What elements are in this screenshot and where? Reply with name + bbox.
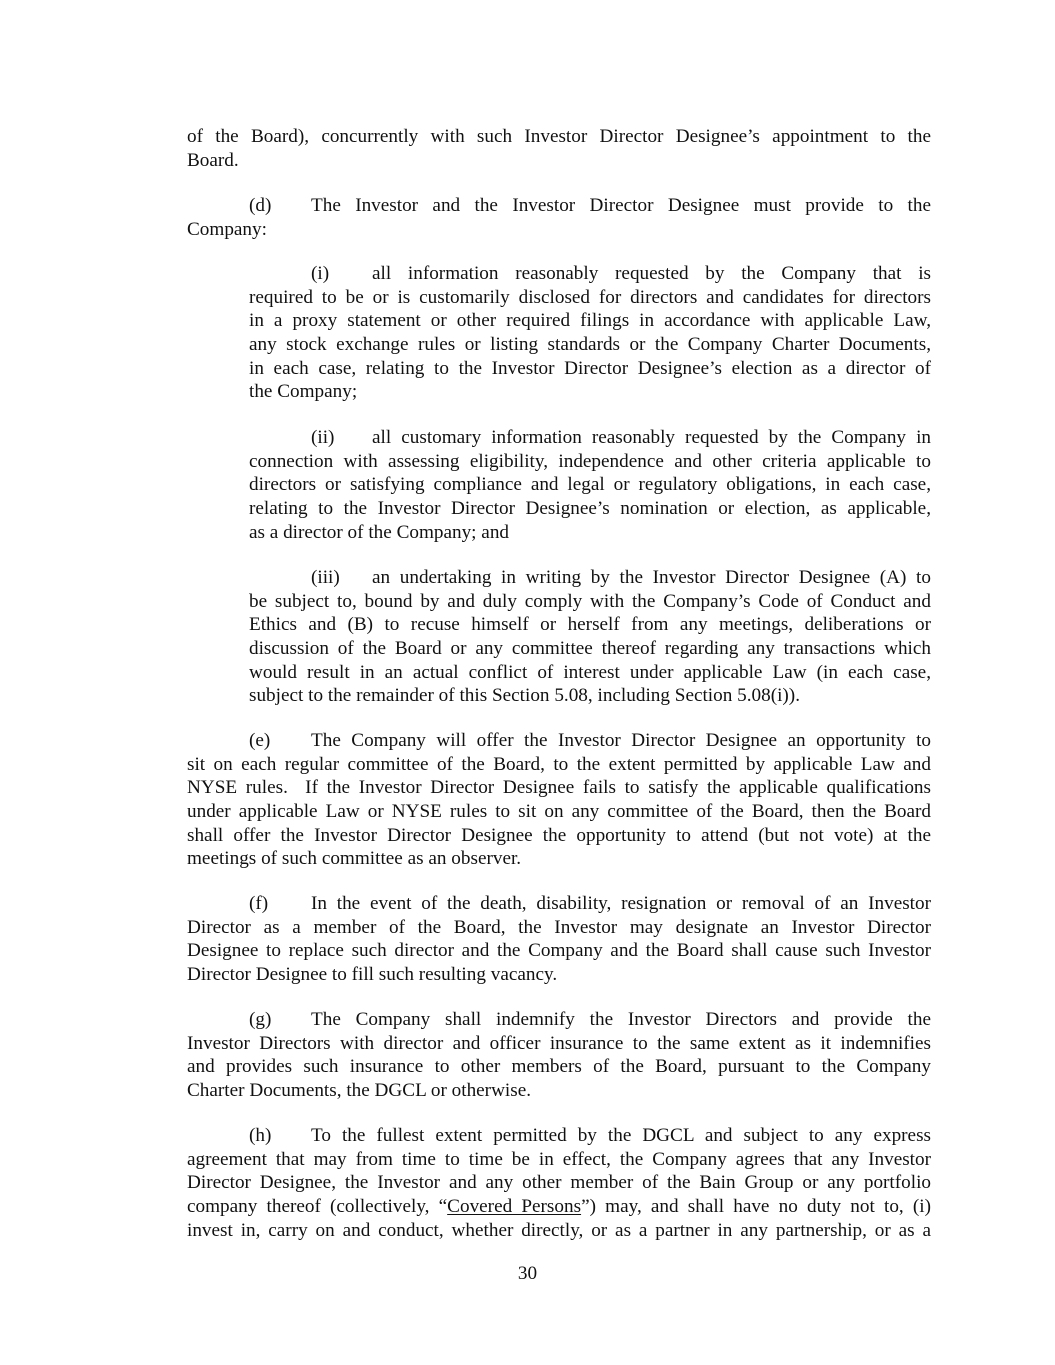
paragraph-line: The Company shall indemnify the Investor Directors and provide the: [311, 1009, 931, 1030]
paragraph-h: [187, 1124, 931, 1242]
paragraph-first-line: [249, 262, 931, 286]
section-label: (d): [249, 195, 272, 216]
paragraph-line: and provides such insurance to other members of the Board, pursuant to the Company: [187, 1056, 931, 1078]
paragraph-line: connection with assessing eligibility, independence and other criteria applicable to: [249, 450, 931, 472]
paragraph-line: all information reasonably requested by the Company that is: [372, 263, 931, 284]
paragraph-first-line: [187, 1008, 931, 1032]
paragraph-line: Designee to replace such director and the Company and the Board shall cause such Investor: [187, 940, 931, 962]
paragraph-line: [187, 1195, 931, 1219]
paragraph-line: in each case, relating to the Investor Director Designee’s election as a director of: [249, 357, 931, 379]
paragraph-d-i: [249, 262, 931, 404]
paragraph-f: [187, 892, 931, 987]
paragraph-line: agreement that may from time to time be in effect, the Company agrees that any Investor: [187, 1148, 931, 1170]
paragraph-line: in a proxy statement or other required filings in accordance with applicable Law,: [249, 310, 931, 332]
paragraph-line: Ethics and (B) to recuse himself or herself from any meetings, deliberations or: [249, 614, 931, 636]
paragraph-line: To the fullest extent permitted by the DGCL and subject to any express: [311, 1125, 931, 1146]
paragraph-d: [187, 194, 931, 241]
paragraph-first-line: [249, 426, 931, 450]
paragraph-line: Company:: [187, 218, 267, 240]
paragraph-line: sit on each regular committee of the Board, to the extent permitted by applicable Law and: [187, 753, 931, 775]
paragraph-line: Charter Documents, the DGCL or otherwise.: [187, 1080, 532, 1102]
section-label: (iii): [311, 567, 340, 588]
section-label: (g): [249, 1009, 272, 1030]
paragraph-line: as a director of the Company; and: [249, 521, 510, 543]
text-segment: ”) may, and shall have no duty not to, (i): [581, 1196, 931, 1218]
paragraph-first-line: [249, 566, 931, 590]
paragraph-continuation: [187, 125, 931, 172]
paragraph-line: any stock exchange rules or listing standards or the Company Charter Documents,: [249, 334, 931, 356]
paragraph-line: In the event of the death, disability, resignation or removal of an Investor: [311, 893, 931, 914]
paragraph-line: Investor Directors with director and officer insurance to the same extent as it indemnifies: [187, 1032, 931, 1054]
paragraph-line: directors or satisfying compliance and legal or regulatory obligations, in each case,: [249, 474, 931, 496]
paragraph-d-ii: [249, 426, 931, 544]
paragraph-line: Director Designee to fill such resulting vacancy.: [187, 964, 558, 986]
section-label: (e): [249, 730, 271, 751]
text-segment: company thereof (collectively, “: [187, 1196, 448, 1218]
paragraph-line: relating to the Investor Director Designee’s nomination or election, as applicable,: [249, 498, 931, 520]
paragraph-first-line: [187, 194, 931, 218]
paragraph-line: discussion of the Board or any committee thereof regarding any transactions which: [249, 638, 931, 660]
page-number: 30: [517, 1263, 538, 1284]
paragraph-first-line: [187, 1124, 931, 1148]
paragraph-line: would result in an actual conflict of interest under applicable Law (in each case,: [249, 661, 931, 683]
paragraph-e: [187, 729, 931, 871]
paragraph-line: of the Board), concurrently with such Investor Director Designee’s appointment to the: [187, 126, 931, 147]
defined-term-covered-persons: Covered Persons: [447, 1196, 582, 1218]
paragraph-line: The Investor and the Investor Director Designee must provide to the: [311, 195, 931, 216]
paragraph-line: meetings of such committee as an observer.: [187, 848, 522, 870]
paragraph-line: invest in, carry on and conduct, whether directly, or as a partner in any partnership, or as a: [187, 1219, 931, 1241]
paragraph-line: an undertaking in writing by the Investor Director Designee (A) to: [372, 567, 931, 588]
paragraph-line: The Company will offer the Investor Director Designee an opportunity to: [311, 730, 931, 751]
paragraph-line: all customary information reasonably requested by the Company in: [372, 427, 931, 448]
paragraph-line: subject to the remainder of this Section 5.08, including Section 5.08(i)).: [249, 685, 800, 707]
paragraph-line: NYSE rules. If the Investor Director Designee fails to satisfy the applicable qualifications: [187, 777, 931, 799]
paragraph-g: [187, 1008, 931, 1103]
section-label: (h): [249, 1125, 272, 1146]
paragraph-line: be subject to, bound by and duly comply with the Company’s Code of Conduct and: [249, 590, 931, 612]
paragraph-line: shall offer the Investor Director Designee the opportunity to attend (but not vote) at the: [187, 824, 931, 846]
paragraph-line: the Company;: [249, 381, 358, 403]
paragraph-d-iii: [249, 566, 931, 708]
paragraph-line: Director as a member of the Board, the Investor may designate an Investor Director: [187, 916, 931, 938]
section-label: (ii): [311, 427, 335, 448]
paragraph-line: required to be or is customarily disclosed for directors and candidates for directors: [249, 286, 931, 308]
paragraph-first-line: [187, 729, 931, 753]
paragraph-line: under applicable Law or NYSE rules to sit on any committee of the Board, then the Board: [187, 801, 931, 823]
paragraph-line: Board.: [187, 149, 239, 171]
paragraph-first-line: [187, 892, 931, 916]
paragraph-line: Director Designee, the Investor and any other member of the Bain Group or any portfolio: [187, 1172, 931, 1194]
section-label: (i): [311, 263, 330, 284]
section-label: (f): [249, 893, 269, 914]
